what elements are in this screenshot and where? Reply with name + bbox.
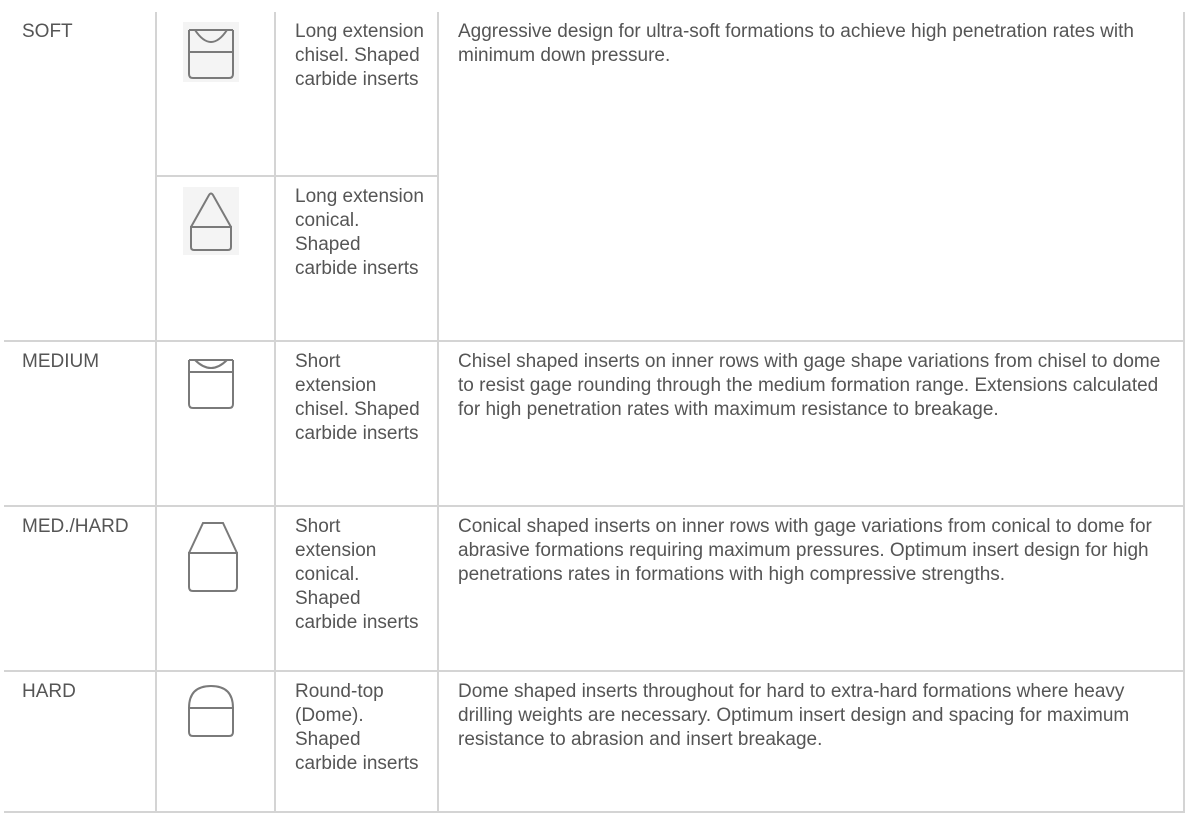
- insert-icon-cell: [156, 506, 275, 671]
- insert-type-cell: [275, 506, 438, 671]
- formation-cell: [4, 506, 156, 671]
- description-cell: [438, 671, 1184, 812]
- description-text: Aggressive design for ultra-soft formations to achieve high penetration rates with minimum down pressure.: [458, 21, 1134, 66]
- dome-insert-icon: [183, 682, 239, 742]
- insert-type-label: Short extension conical. Shaped carbide inserts: [295, 516, 419, 633]
- insert-type-label: Short extension chisel. Shaped carbide inserts: [295, 351, 420, 444]
- table-row-soft: [4, 12, 1184, 176]
- formation-label: HARD: [22, 681, 76, 702]
- description-text: Chisel shaped inserts on inner rows with gage shape variations from chisel to dome to resist gage rounding through the medium formation range. Extensions calculated for high penetration rates with maximum resistance to breakage.: [458, 351, 1161, 420]
- insert-type-cell: [275, 341, 438, 506]
- insert-type-label: Round-top (Dome). Shaped carbide inserts: [295, 681, 419, 774]
- formation-label: MED./HARD: [22, 516, 129, 537]
- description-cell: [438, 341, 1184, 506]
- table-row-medium: [4, 341, 1184, 506]
- insert-type-cell: [275, 12, 438, 176]
- formation-cell: [4, 341, 156, 506]
- formation-cell: [4, 12, 156, 341]
- description-text: Conical shaped inserts on inner rows with gage variations from conical to dome for abrasive formations requiring maximum pressures. Optimum insert design for high penetrations rates in formations with high compressive strengths.: [458, 516, 1152, 585]
- formation-label: MEDIUM: [22, 351, 100, 372]
- short-conical-insert-icon: [183, 517, 243, 595]
- description-text: Dome shaped inserts throughout for hard to extra-hard formations where heavy drilling weights are necessary. Optimum insert design and spacing for maximum resistance to abrasion and insert breakage.: [458, 681, 1130, 750]
- description-cell: [438, 506, 1184, 671]
- insert-icon-cell: [156, 341, 275, 506]
- long-chisel-insert-icon: [183, 22, 239, 82]
- formation-cell: [4, 671, 156, 812]
- insert-icon-cell: [156, 12, 275, 176]
- description-cell: [438, 12, 1184, 341]
- table-row-med-hard: [4, 506, 1184, 671]
- formation-label: SOFT: [22, 21, 73, 42]
- insert-type-label: Long extension chisel. Shaped carbide inserts: [295, 21, 424, 90]
- long-conical-insert-icon: [183, 187, 239, 255]
- insert-icon-cell: [156, 176, 275, 341]
- insert-type-cell: [275, 671, 438, 812]
- short-chisel-insert-icon: [183, 352, 239, 412]
- insert-type-label: Long extension conical. Shaped carbide inserts: [295, 186, 424, 279]
- insert-icon-cell: [156, 671, 275, 812]
- insert-type-cell: [275, 176, 438, 341]
- insert-selection-table: [4, 12, 1185, 813]
- table-row-hard: [4, 671, 1184, 812]
